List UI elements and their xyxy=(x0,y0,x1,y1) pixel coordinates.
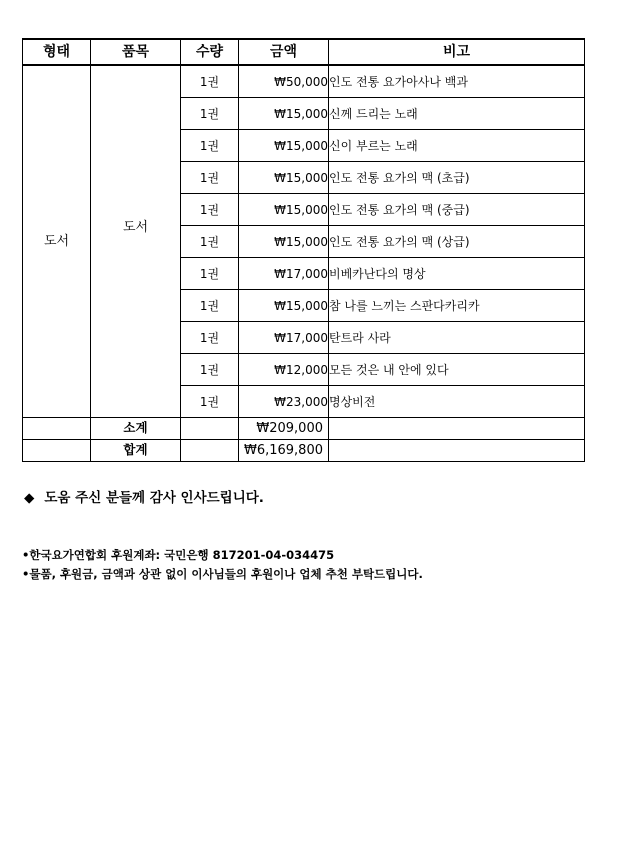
qty-cell: 1권 xyxy=(181,65,239,98)
subtotal-note-cell xyxy=(329,418,585,440)
note-cell: 비베카난다의 명상 xyxy=(329,258,585,290)
thanks-text: 도움 주신 분들께 감사 인사드립니다. xyxy=(44,490,264,506)
header-amount: 금액 xyxy=(239,39,329,65)
amount-cell: ₩15,000 xyxy=(239,290,329,322)
amount-cell: ₩23,000 xyxy=(239,386,329,418)
total-note-cell xyxy=(329,440,585,462)
total-empty-cell xyxy=(23,440,91,462)
table-row xyxy=(23,65,585,98)
note-cell: 모든 것은 내 안에 있다 xyxy=(329,354,585,386)
item-label: 도서 xyxy=(122,220,149,235)
qty-cell: 1권 xyxy=(181,162,239,194)
bank-account-note: •한국요가연합회 후원계좌: 국민은행 817201-04-034475 xyxy=(22,548,335,562)
amount-cell: ₩15,000 xyxy=(239,226,329,258)
subtotal-label: 소계 xyxy=(91,418,181,440)
header-quantity: 수량 xyxy=(181,39,239,65)
note-cell: 신께 드리는 노래 xyxy=(329,98,585,130)
item-cell xyxy=(91,65,181,418)
qty-cell: 1권 xyxy=(181,194,239,226)
qty-cell: 1권 xyxy=(181,258,239,290)
amount-cell: ₩15,000 xyxy=(239,98,329,130)
amount-cell: ₩15,000 xyxy=(239,194,329,226)
note-cell: 인도 전통 요가의 맥 (상급) xyxy=(329,226,585,258)
qty-cell: 1권 xyxy=(181,290,239,322)
amount-cell: ₩15,000 xyxy=(239,162,329,194)
amount-cell: ₩17,000 xyxy=(239,322,329,354)
note-cell: 인도 전통 요가아사나 백과 xyxy=(329,65,585,98)
qty-cell: 1권 xyxy=(181,98,239,130)
notes-block xyxy=(22,546,423,584)
subtotal-amount: ₩209,000 xyxy=(239,418,329,440)
total-row xyxy=(23,440,585,462)
note-cell: 참 나를 느끼는 스판다카리카 xyxy=(329,290,585,322)
qty-cell: 1권 xyxy=(181,130,239,162)
qty-cell: 1권 xyxy=(181,386,239,418)
amount-cell: ₩50,000 xyxy=(239,65,329,98)
note-cell: 명상비전 xyxy=(329,386,585,418)
subtotal-empty-cell xyxy=(23,418,91,440)
amount-cell: ₩15,000 xyxy=(239,130,329,162)
donation-table xyxy=(22,38,585,462)
subtotal-qty-cell xyxy=(181,418,239,440)
note-cell: 인도 전통 요가의 맥 (초급) xyxy=(329,162,585,194)
total-label: 합계 xyxy=(91,440,181,462)
category-cell: 도서 xyxy=(23,65,91,418)
header-item: 품목 xyxy=(91,39,181,65)
note-cell: 탄트라 사라 xyxy=(329,322,585,354)
header-type: 형태 xyxy=(23,39,91,65)
thanks-message xyxy=(24,486,264,506)
note-cell: 신이 부르는 노래 xyxy=(329,130,585,162)
qty-cell: 1권 xyxy=(181,226,239,258)
total-amount: ₩6,169,800 xyxy=(239,440,329,462)
header-note: 비고 xyxy=(329,39,585,65)
amount-cell: ₩12,000 xyxy=(239,354,329,386)
total-qty-cell xyxy=(181,440,239,462)
subtotal-row xyxy=(23,418,585,440)
note-cell: 인도 전통 요가의 맥 (중급) xyxy=(329,194,585,226)
sponsorship-request-note: •물품, 후원금, 금액과 상관 없이 이사님들의 후원이나 업체 추천 부탁드립니다. xyxy=(22,567,423,581)
diamond-bullet-icon: ◆ xyxy=(24,490,35,506)
amount-cell: ₩17,000 xyxy=(239,258,329,290)
qty-cell: 1권 xyxy=(181,322,239,354)
qty-cell: 1권 xyxy=(181,354,239,386)
table-header-row xyxy=(23,39,585,65)
